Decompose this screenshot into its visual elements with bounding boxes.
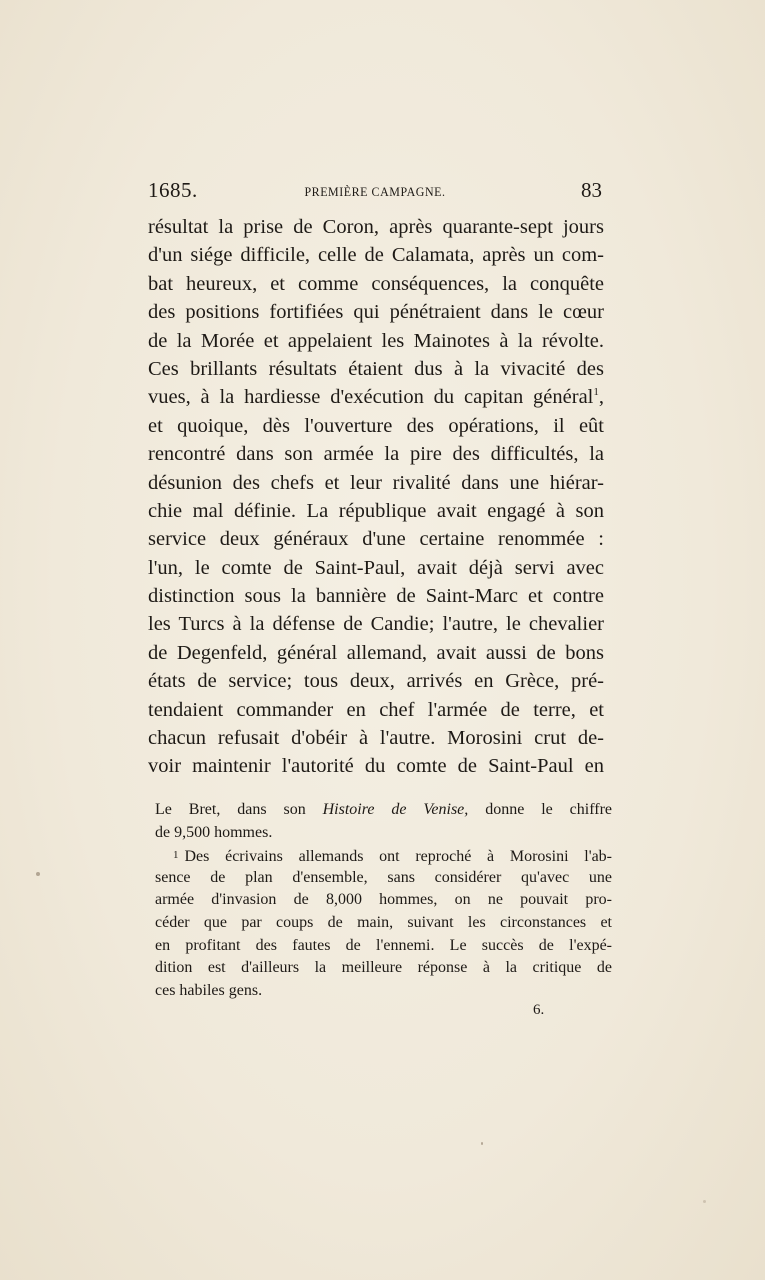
book-title-italic: Histoire de Venise, [322,801,469,818]
text-line: de la Morée et appelaient les Mainotes à la révolte. [148,329,604,352]
text-line: voir maintenir l'autorité du comte de Saint-Paul en [148,755,604,778]
text-line: états de service; tous deux, arrivés en Grèce, pré- [148,670,604,693]
text-line: tendaient commander en chef l'armée de terre, et [148,698,604,721]
footnote-line: céder que par coups de main, suivant les circonstances et [155,913,612,931]
text-line: des positions fortifiées qui pénétraient dans le cœur [148,301,604,324]
header-year: 1685. [148,178,198,202]
text-line: chacun refusait d'obéir à l'autre. Morosini crut de- [148,727,604,750]
text-line: l'un, le comte de Saint-Paul, avait déjà servi avec [148,556,604,579]
footnote-line: ces habiles gens. [155,981,263,999]
footnote-continuation-line: de 9,500 hommes. [155,823,273,841]
footnote-continuation-line [155,799,612,822]
text-line: de Degenfeld, général allemand, avait aussi de bons [148,641,604,664]
text-line: d'un siége difficile, celle de Calamata, après un com- [148,244,604,267]
footnotes [155,799,612,1002]
text-line: distinction sous la bannière de Saint-Marc et contre [148,585,604,608]
page-header [148,178,602,208]
footnote-text: Le Bret, dans son [155,801,323,818]
paper-speck [36,872,40,876]
footnote-line: armée d'invasion de 8,000 hommes, on ne pouvait pro- [155,891,612,909]
text-line: rencontré dans son armée la pire des difficultés, la [148,443,604,466]
running-title: PREMIÈRE CAMPAGNE. [304,184,446,199]
main-text [148,213,604,781]
text-line-with-footnote-ref [148,383,604,411]
text-line: résultat la prise de Coron, après quarante-sept jours [148,216,604,238]
text-line-content: vues, à la hardiesse d'exécution du capitan général [148,386,594,409]
signature-mark: 6. [533,1002,545,1018]
text-line: bat heureux, et comme conséquences, la conquête [148,272,604,295]
footnote-text: donne le chiffre [468,801,613,818]
footnote-line: en profitant des fautes de l'ennemi. Le succès de l'expé- [155,936,612,954]
footnote-line: dition est d'ailleurs la meilleure réponse à la critique de [155,959,612,977]
footnote-line: sence de plan d'ensemble, sans considérer qu'avec une [155,868,612,886]
paper-speck [481,1142,483,1145]
page-number: 83 [581,178,602,202]
footnote-reference: 1 [593,386,599,399]
paper-speck [703,1200,706,1203]
text-line: Ces brillants résultats étaient dus à la vivacité des [148,357,604,380]
text-line: chie mal définie. La république avait engagé à son [148,499,604,522]
text-line: et quoique, dès l'ouverture des opérations, il eût [148,414,604,437]
footnote-line [155,844,612,867]
footnote-marker: 1 [173,849,179,862]
text-line: service deux généraux d'une certaine renommée : [148,528,604,551]
trailing-comma: , [598,386,604,409]
text-line: désunion des chefs et leur rivalité dans une hiérar- [148,471,604,494]
text-line: les Turcs à la défense de Candie; l'autre, le chevalier [148,613,604,636]
footnote-text: Des écrivains allemands ont reproché à Morosini l'ab- [184,848,612,866]
